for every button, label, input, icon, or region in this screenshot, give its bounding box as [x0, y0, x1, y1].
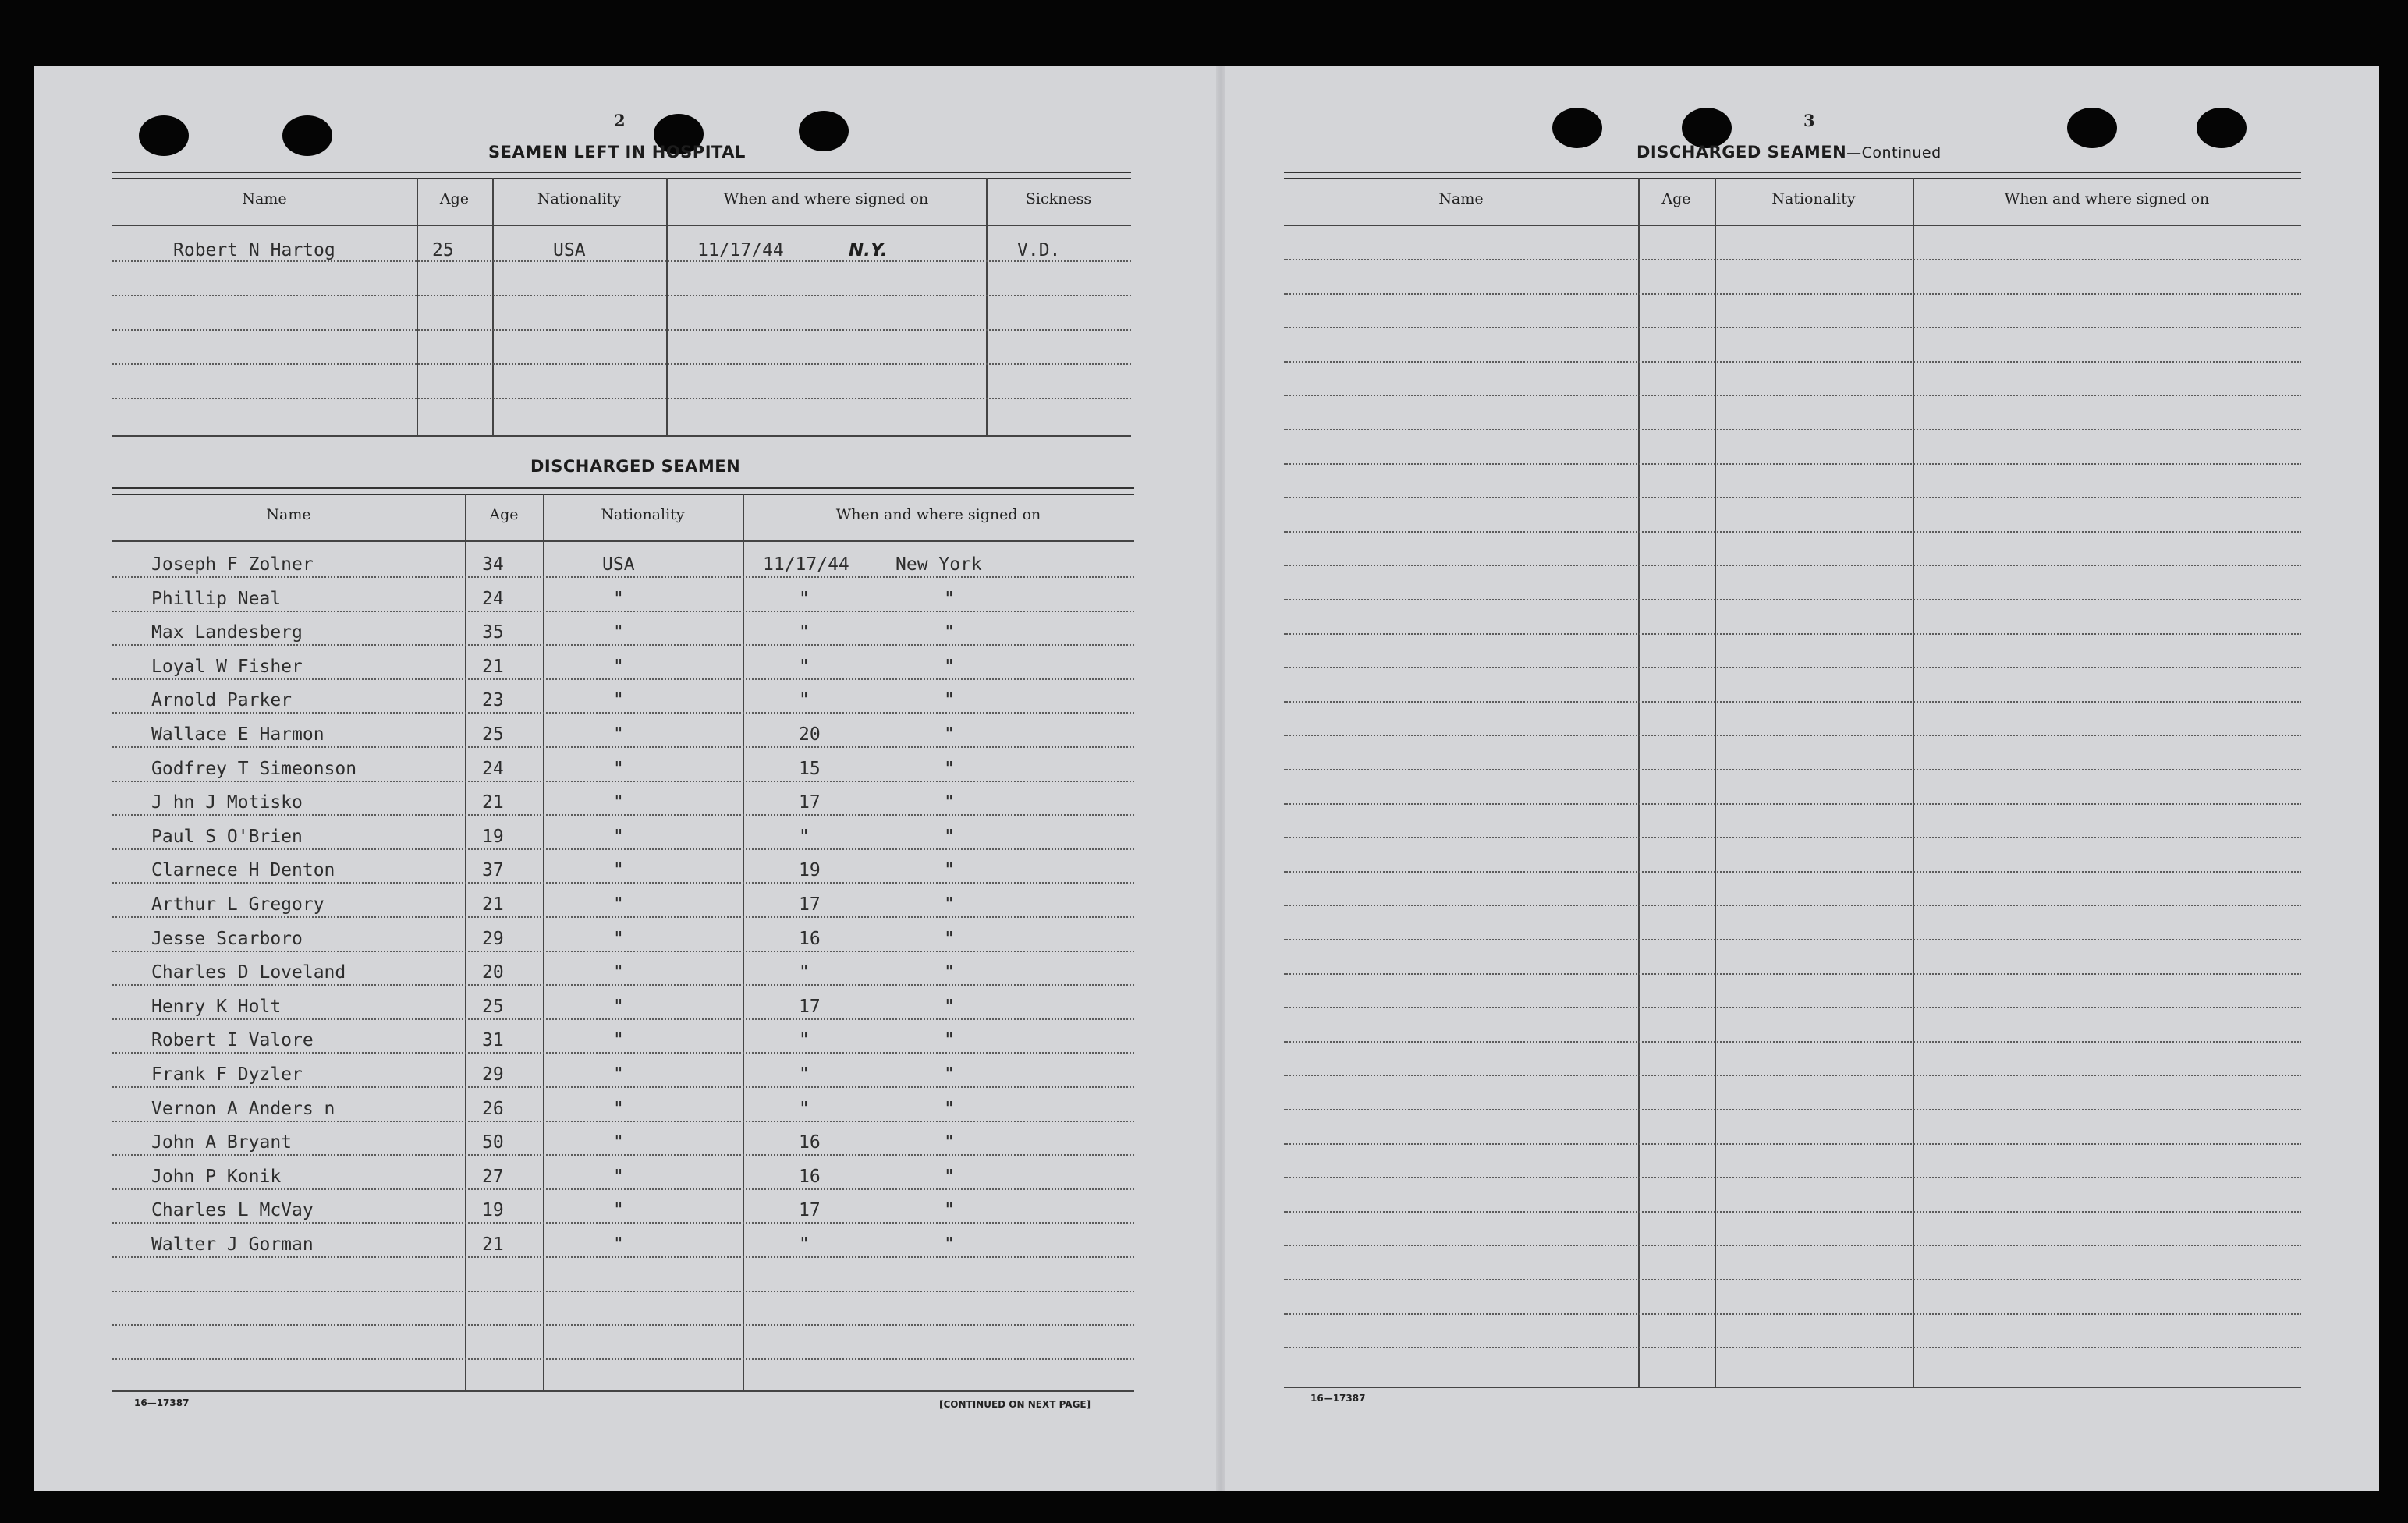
- seaman-nationality: USA: [602, 554, 635, 575]
- ruled-line: [112, 295, 1131, 296]
- column-header: Name: [266, 506, 311, 523]
- column-header: Age: [439, 190, 470, 207]
- seaman-age: 50: [482, 1132, 504, 1153]
- signed-on-date: ": [799, 826, 810, 847]
- seaman-name: Phillip Neal: [151, 588, 282, 609]
- ruled-line: [112, 848, 1134, 850]
- signed-on-place: ": [944, 758, 955, 779]
- seaman-age: 19: [482, 826, 504, 847]
- ruled-line: [112, 576, 1134, 578]
- seaman-name: Joseph F Zolner: [151, 554, 314, 575]
- ruled-line: [112, 1188, 1134, 1190]
- column-header: Nationality: [601, 506, 685, 523]
- ruled-line: [1284, 939, 2301, 940]
- column-divider: [1913, 178, 1914, 1388]
- seaman-age: 25: [482, 996, 504, 1017]
- ruled-line: [112, 1052, 1134, 1054]
- seaman-age: 34: [482, 554, 504, 575]
- seaman-age: 24: [482, 758, 504, 779]
- seaman-nationality: ": [613, 690, 624, 711]
- ruled-line: [112, 1291, 1134, 1292]
- seaman-age: 21: [482, 894, 504, 915]
- page-number-left: 2: [614, 111, 626, 130]
- ruled-line: [1284, 259, 2301, 260]
- signed-on-place: New York: [895, 554, 982, 575]
- ruled-line: [1284, 1177, 2301, 1178]
- seaman-name: Paul S O'Brien: [151, 826, 303, 847]
- signed-on-place: ": [944, 622, 955, 643]
- seaman-name: Frank F Dyzler: [151, 1064, 303, 1085]
- hospital-table: [112, 172, 1131, 437]
- seaman-nationality: ": [613, 826, 624, 847]
- seaman-nationality: ": [613, 724, 624, 745]
- seaman-nationality: ": [613, 1064, 624, 1085]
- ruled-line: [1284, 837, 2301, 838]
- ruled-line: [1284, 1041, 2301, 1043]
- column-header: Nationality: [537, 190, 622, 207]
- column-header: Age: [489, 506, 519, 523]
- signed-on-date: 11/17/44: [763, 554, 849, 575]
- continued-note: [CONTINUED ON NEXT PAGE]: [939, 1399, 1091, 1410]
- signed-on-place: ": [944, 1234, 955, 1255]
- seaman-nationality: ": [613, 1098, 624, 1119]
- seaman-name: Wallace E Harmon: [151, 724, 324, 745]
- seaman-age: 21: [482, 792, 504, 813]
- ruled-line: [112, 1324, 1134, 1326]
- ruled-line: [112, 814, 1134, 816]
- signed-on-date: ": [799, 588, 810, 609]
- signed-on-place: ": [944, 1064, 955, 1085]
- seaman-age: 29: [482, 1064, 504, 1085]
- ruled-line: [112, 611, 1134, 612]
- ruled-line: [112, 746, 1134, 748]
- form-number-right: 16—17387: [1310, 1393, 1366, 1404]
- table-bottom-rule: [112, 1390, 1134, 1392]
- header-rule: [112, 540, 1134, 542]
- punch-hole: [799, 111, 849, 151]
- ruled-line: [112, 678, 1134, 680]
- seaman-age: 35: [482, 622, 504, 643]
- discharged-title: DISCHARGED SEAMEN: [530, 457, 741, 476]
- signed-on-date: 16: [799, 928, 821, 949]
- seaman-name: Arnold Parker: [151, 690, 293, 711]
- ruled-line: [1284, 1075, 2301, 1076]
- ruled-line: [112, 916, 1134, 918]
- ruled-line: [1284, 429, 2301, 430]
- seaman-nationality: USA: [553, 240, 586, 260]
- column-header: Sickness: [1025, 190, 1092, 207]
- page-number-right: 3: [1803, 111, 1815, 130]
- seaman-age: 25: [482, 724, 504, 745]
- signed-on-place: ": [944, 690, 955, 711]
- ruled-line: [112, 1121, 1134, 1122]
- punch-hole: [2067, 108, 2117, 148]
- seaman-name: Jesse Scarboro: [151, 928, 303, 949]
- seaman-age: 24: [482, 588, 504, 609]
- seaman-name: Clarnece H Denton: [151, 860, 335, 881]
- seaman-nationality: ": [613, 1030, 624, 1051]
- ruled-line: [112, 363, 1131, 365]
- form-number-left: 16—17387: [134, 1397, 190, 1408]
- seaman-name: Charles L McVay: [151, 1200, 314, 1221]
- ruled-line: [1284, 327, 2301, 328]
- seaman-nationality: ": [613, 758, 624, 779]
- signed-on-place: ": [944, 996, 955, 1017]
- signed-on-place: N.Y.: [849, 240, 888, 260]
- ruled-line: [112, 644, 1134, 646]
- seaman-name: Robert I Valore: [151, 1030, 314, 1051]
- table-top-rule: [112, 172, 1131, 179]
- seaman-name: Walter J Gorman: [151, 1234, 314, 1255]
- seaman-nationality: ": [613, 588, 624, 609]
- column-header: Name: [242, 190, 287, 207]
- ruled-line: [1284, 463, 2301, 465]
- ruled-line: [1284, 361, 2301, 363]
- ruled-line: [1284, 803, 2301, 805]
- signed-on-date: ": [799, 1234, 810, 1255]
- seaman-nationality: ": [613, 622, 624, 643]
- punch-hole: [139, 115, 189, 156]
- column-header: Name: [1438, 190, 1484, 207]
- seaman-nationality: ": [613, 656, 624, 677]
- ruled-line: [1284, 735, 2301, 736]
- ruled-line: [1284, 497, 2301, 498]
- signed-on-place: ": [944, 656, 955, 677]
- seaman-age: 21: [482, 656, 504, 677]
- ruled-line: [1284, 701, 2301, 703]
- signed-on-place: ": [944, 1132, 955, 1153]
- page-fold: [1216, 66, 1225, 1491]
- seaman-name: Robert N Hartog: [173, 240, 335, 260]
- ruled-line: [1284, 565, 2301, 566]
- signed-on-date: 11/17/44: [697, 240, 784, 260]
- signed-on-date: 16: [799, 1132, 821, 1153]
- ruled-line: [1284, 1109, 2301, 1110]
- header-rule: [112, 225, 1131, 226]
- ruled-line: [112, 1256, 1134, 1258]
- ruled-line: [112, 951, 1134, 952]
- signed-on-place: ": [944, 860, 955, 881]
- signed-on-place: ": [944, 1030, 955, 1051]
- ruled-line: [1284, 395, 2301, 396]
- ruled-line: [112, 1358, 1134, 1360]
- seaman-nationality: ": [613, 996, 624, 1017]
- sickness: V.D.: [1017, 240, 1061, 260]
- hospital-title: SEAMEN LEFT IN HOSPITAL: [488, 143, 746, 161]
- ruled-line: [1284, 667, 2301, 668]
- seaman-nationality: ": [613, 860, 624, 881]
- seaman-nationality: ": [613, 1234, 624, 1255]
- table-bottom-rule: [1284, 1387, 2301, 1388]
- seaman-age: 37: [482, 860, 504, 881]
- seaman-age: 31: [482, 1030, 504, 1051]
- signed-on-place: ": [944, 962, 955, 983]
- column-divider: [1638, 178, 1640, 1388]
- table-bottom-rule: [112, 435, 1131, 437]
- seaman-age: 25: [432, 240, 454, 260]
- discharged-table: [112, 487, 1134, 1392]
- ruled-line: [112, 1222, 1134, 1224]
- ruled-line: [1284, 1313, 2301, 1315]
- discharged-continued-table: [1284, 172, 2301, 1388]
- ruled-line: [1284, 1279, 2301, 1280]
- signed-on-place: ": [944, 928, 955, 949]
- signed-on-date: 20: [799, 724, 821, 745]
- signed-on-date: ": [799, 622, 810, 643]
- seaman-nationality: ": [613, 928, 624, 949]
- ruled-line: [1284, 633, 2301, 635]
- ruled-line: [112, 1086, 1134, 1088]
- ruled-line: [112, 329, 1131, 331]
- seaman-name: Godfrey T Simeonson: [151, 758, 357, 779]
- column-header: Age: [1661, 190, 1691, 207]
- seaman-nationality: ": [613, 1200, 624, 1221]
- ruled-line: [1284, 1211, 2301, 1213]
- ruled-line: [112, 781, 1134, 782]
- signed-on-date: 17: [799, 996, 821, 1017]
- signed-on-date: 17: [799, 1200, 821, 1221]
- ruled-line: [1284, 599, 2301, 600]
- signed-on-date: ": [799, 1030, 810, 1051]
- punch-hole: [1552, 108, 1602, 148]
- signed-on-date: ": [799, 656, 810, 677]
- signed-on-place: ": [944, 1098, 955, 1119]
- signed-on-place: ": [944, 792, 955, 813]
- ruled-line: [1284, 973, 2301, 975]
- seaman-name: John P Konik: [151, 1166, 282, 1187]
- ruled-line: [1284, 1007, 2301, 1008]
- seaman-age: 23: [482, 690, 504, 711]
- ruled-line: [112, 398, 1131, 399]
- signed-on-date: 15: [799, 758, 821, 779]
- signed-on-place: ": [944, 1166, 955, 1187]
- seaman-name: J hn J Motisko: [151, 792, 303, 813]
- seaman-nationality: ": [613, 792, 624, 813]
- signed-on-place: ": [944, 724, 955, 745]
- signed-on-date: ": [799, 962, 810, 983]
- column-header: When and where signed on: [723, 190, 929, 207]
- signed-on-place: ": [944, 894, 955, 915]
- signed-on-date: 19: [799, 860, 821, 881]
- continued-title: [1637, 143, 1942, 161]
- seaman-name: Charles D Loveland: [151, 962, 346, 983]
- signed-on-date: 16: [799, 1166, 821, 1187]
- ruled-line: [112, 260, 1131, 262]
- table-top-rule: [1284, 172, 2301, 179]
- header-rule: [1284, 225, 2301, 226]
- ruled-line: [1284, 1143, 2301, 1145]
- seaman-age: 21: [482, 1234, 504, 1255]
- seaman-name: Vernon A Anders n: [151, 1098, 335, 1119]
- seaman-name: Loyal W Fisher: [151, 656, 303, 677]
- seaman-age: 20: [482, 962, 504, 983]
- ruled-line: [1284, 1245, 2301, 1246]
- column-header: Nationality: [1771, 190, 1856, 207]
- punch-hole: [282, 115, 332, 156]
- seaman-age: 27: [482, 1166, 504, 1187]
- ruled-line: [112, 712, 1134, 714]
- seaman-nationality: ": [613, 962, 624, 983]
- signed-on-place: ": [944, 588, 955, 609]
- ruled-line: [1284, 871, 2301, 873]
- column-divider: [1715, 178, 1716, 1388]
- seaman-name: Henry K Holt: [151, 996, 282, 1017]
- seaman-nationality: ": [613, 1132, 624, 1153]
- signed-on-place: ": [944, 1200, 955, 1221]
- signed-on-date: ": [799, 1064, 810, 1085]
- signed-on-date: ": [799, 1098, 810, 1119]
- seaman-nationality: ": [613, 894, 624, 915]
- column-header: When and where signed on: [835, 506, 1041, 523]
- seaman-name: John A Bryant: [151, 1132, 293, 1153]
- ruled-line: [1284, 293, 2301, 295]
- ruled-line: [112, 984, 1134, 986]
- signed-on-place: ": [944, 826, 955, 847]
- ruled-line: [1284, 905, 2301, 906]
- ruled-line: [1284, 1347, 2301, 1348]
- continued-title-main: DISCHARGED SEAMEN: [1637, 143, 1847, 161]
- ruled-line: [1284, 769, 2301, 770]
- signed-on-date: 17: [799, 792, 821, 813]
- signed-on-date: 17: [799, 894, 821, 915]
- ruled-line: [112, 882, 1134, 884]
- ruled-line: [1284, 531, 2301, 533]
- seaman-name: Arthur L Gregory: [151, 894, 324, 915]
- column-header: When and where signed on: [2004, 190, 2210, 207]
- seaman-age: 19: [482, 1200, 504, 1221]
- signed-on-date: ": [799, 690, 810, 711]
- seaman-nationality: ": [613, 1166, 624, 1187]
- continued-title-suffix: —Continued: [1846, 144, 1942, 161]
- ruled-line: [112, 1154, 1134, 1156]
- seaman-age: 26: [482, 1098, 504, 1119]
- table-top-rule: [112, 487, 1134, 495]
- ruled-line: [112, 1018, 1134, 1020]
- seaman-name: Max Landesberg: [151, 622, 303, 643]
- punch-hole: [2197, 108, 2247, 148]
- seaman-age: 29: [482, 928, 504, 949]
